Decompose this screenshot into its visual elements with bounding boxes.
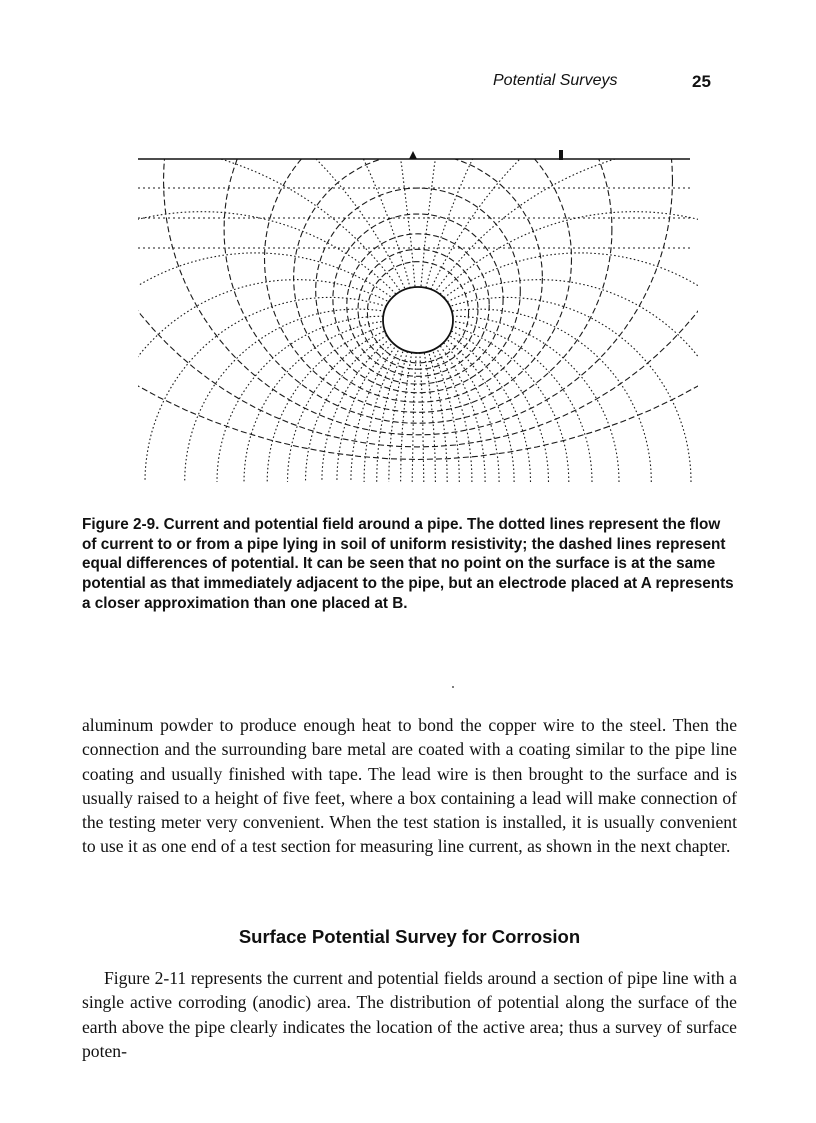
- running-title: Potential Surveys: [493, 72, 618, 89]
- page-number: 25: [692, 72, 711, 91]
- current-flow-line: [288, 316, 620, 482]
- current-flow-line: [217, 316, 549, 482]
- caption-label: Figure 2-9.: [82, 516, 160, 533]
- electrode-b-marker: [559, 150, 563, 160]
- running-head: [493, 72, 723, 96]
- body-paragraph: Figure 2-11 represents the current and potential fields around a section of pipe line with a single active corroding (anodic) area. The distribution of potential along the surface of the earth above the pipe clearly indicates the location of the active area; thus a survey of surface poten-: [82, 968, 737, 1061]
- current-flow-line: [138, 253, 485, 482]
- print-speck: [452, 686, 454, 688]
- current-flow-line: [322, 297, 691, 482]
- equipotential-line: [294, 153, 543, 402]
- electrode-a-marker: [409, 151, 417, 159]
- field-diagram: [138, 148, 698, 504]
- current-flow-line: [145, 297, 514, 482]
- pipe-cross-section: [383, 287, 453, 353]
- figure-caption: [82, 515, 737, 614]
- caption-text: Current and potential field around a pipe. The dotted lines represent the flow of current to or from a pipe lying in soil of uniform resistivity; the dashed lines represent equal differences of potential. It can be seen that no point on the surface is at the same potential as that immediately adjacent to the pipe, but an electrode placed at A represents a closer approximation than one placed at B.: [82, 516, 734, 612]
- section-heading: Surface Potential Survey for Corrosion: [238, 926, 581, 947]
- body-paragraph: aluminum powder to produce enough heat to bond the copper wire to the steel. Then the connection and the surrounding bare metal are coated with a coating similar to the pipe line coating and usually finished with tape. The lead wire is then brought to the surface and is usually raised to a height of five feet, where a box containing a lead will make connection of the testing meter very convenient. When the test station is installed, it is usually convenient to use it as one end of a test section for measuring line current, as shown in the next chapter.: [82, 715, 737, 857]
- figure-current-potential-field: [138, 148, 698, 504]
- equipotential-line: [224, 148, 612, 423]
